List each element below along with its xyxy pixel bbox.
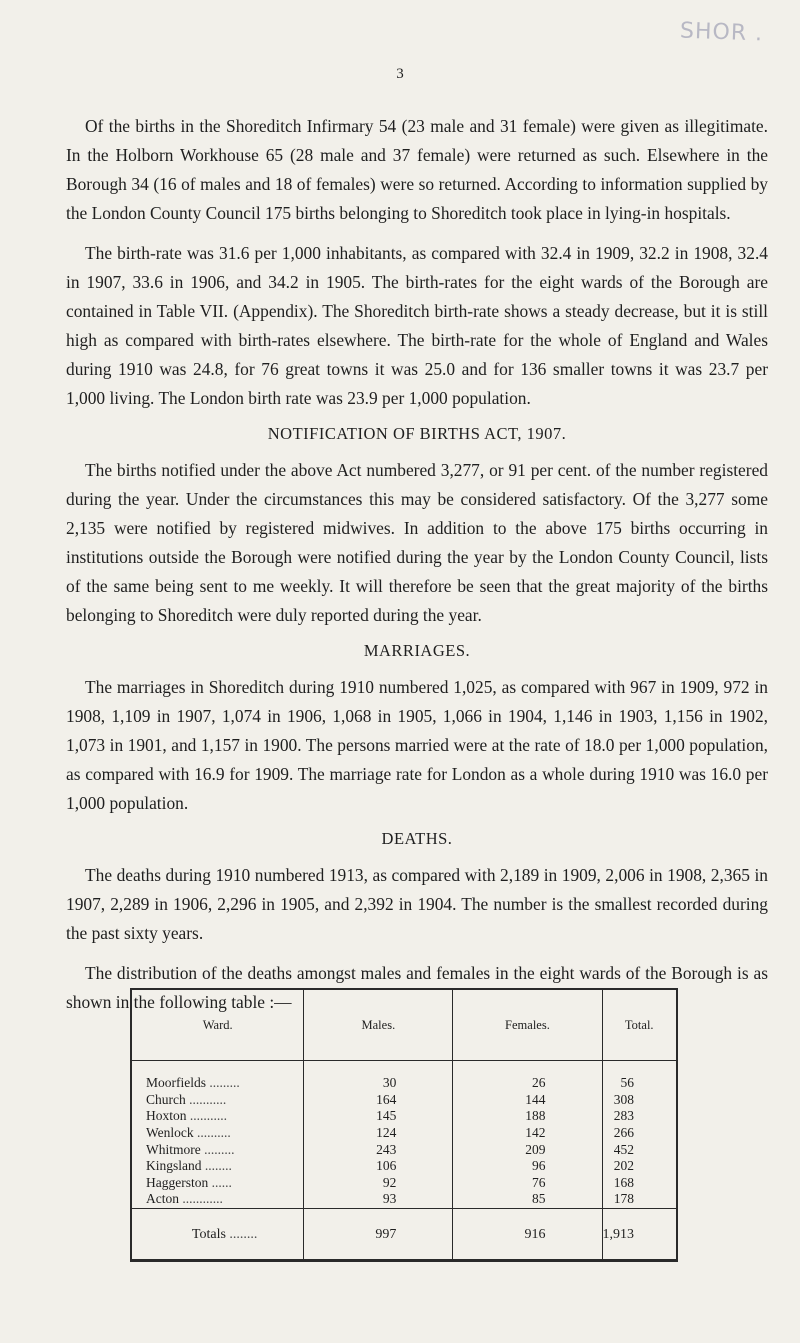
table-row [131,1125,677,1142]
totals-total: 1,913 [602,1226,634,1242]
ward-name: Hoxton ........... [131,1108,304,1125]
table-row [131,1141,677,1158]
paragraph-illegitimate-births: Of the births in the Shoreditch Infirmary 54 (23 male and 31 female) were given as illegitimate. In the Holborn Workhouse 65 (28 male and 37 female) were returned as such. Elsewhere in the Borough 34 (16 of males and 18 of females) were so returned. According to information supplied by the London County Council 175 births belonging to Shoreditch took place in lying-in hospitals. [66,116,768,223]
ward-name: Acton ............ [131,1191,304,1208]
header-total: Total. [602,989,677,1061]
ward-total: 56 [620,1075,634,1091]
table-row [131,1092,677,1109]
header-females: Females. [453,989,602,1061]
paragraph-distribution: The distribution of the deaths amongst males and females in the eight wards of the Borough is as shown in the following table :— [66,963,768,1012]
ward-name: Haggerston ...... [131,1175,304,1192]
heading-deaths: DEATHS. [381,829,453,848]
ward-females: 26 [453,1075,602,1092]
ward-name: Whitmore ......... [131,1141,304,1158]
ward-name: Wenlock .......... [131,1125,304,1142]
table-header-row [131,989,677,1061]
paragraph-birth-rate: The birth-rate was 31.6 per 1,000 inhabitants, as compared with 32.4 in 1909, 32.2 in 1908, 32.4 in 1907, 33.6 in 1906, and 34.2 in 1905. The birth-rates for the eight wards of the Borough are contained in Table VII. (Appendix). The Shoreditch birth-rate shows a steady decrease, but it is still high as compared with birth-rates elsewhere. The birth-rate for the whole of England and Wales during 1910 was 24.8, for 76 great towns it was 25.0 and for 136 smaller towns it was 23.7 per 1,000 living. The London birth rate was 23.9 per 1,000 population. [66,243,768,408]
paragraph-notification: The births notified under the above Act numbered 3,277, or 91 per cent. of the number registered during the year. Under the circumstances this may be considered satisfactory. Of the 3,277 some 2,135 were notified by registered midwives. In addition to the above 175 births occurring in institutions outside the Borough were notified during the year by the London County Council, lists of the same being sent to me weekly. It will therefore be seen that the great majority of the births belonging to Shoreditch were duly reported during the year. [66,460,768,625]
ward-females: 188 [453,1108,602,1125]
ward-total: 168 [613,1174,634,1190]
ward-males: 124 [304,1125,453,1142]
totals-males: 997 [304,1223,453,1247]
ward-males: 145 [304,1108,453,1125]
ward-females: 209 [453,1141,602,1158]
ward-total: 178 [613,1191,634,1207]
table-row [131,1191,677,1208]
table-row [131,1108,677,1125]
table-row [131,1158,677,1175]
table-row [131,1075,677,1092]
totals-females: 916 [453,1223,602,1247]
ward-males: 164 [304,1092,453,1109]
ward-females: 85 [453,1191,602,1208]
ward-total: 308 [613,1091,634,1107]
header-males: Males. [304,989,453,1061]
document-body [66,112,768,1028]
heading-notification-of-births: NOTIFICATION OF BIRTHS ACT, 1907. [267,424,567,443]
paragraph-marriages: The marriages in Shoreditch during 1910 numbered 1,025, as compared with 967 in 1909, 972 in 1908, 1,109 in 1907, 1,074 in 1906, 1,068 in 1905, 1,066 in 1904, 1,146 in 1903, 1,156 in 1902, 1,073 in 1901, and 1,157 in 1900. The persons married were at the rate of 18.0 per 1,000 population, as compared with 16.9 for 1909. The marriage rate for London as a whole during 1910 was 16.0 per 1,000 population. [66,677,768,813]
totals-label: Totals ........ [131,1223,304,1247]
ward-name: Kingsland ........ [131,1158,304,1175]
ward-females: 144 [453,1092,602,1109]
ward-total: 283 [613,1108,634,1124]
ward-name: Church ........... [131,1092,304,1109]
page-number: 3 [396,66,404,82]
heading-marriages: MARRIAGES. [363,641,471,660]
totals-row [131,1223,677,1247]
ward-males: 30 [304,1075,453,1092]
ward-total: 202 [613,1158,634,1174]
ward-males: 92 [304,1175,453,1192]
ward-females: 96 [453,1158,602,1175]
ward-name: Moorfields ......... [131,1075,304,1092]
ward-males: 93 [304,1191,453,1208]
totals-section [131,1208,677,1260]
ward-females: 76 [453,1175,602,1192]
header-ward: Ward. [131,989,304,1061]
ward-total: 452 [613,1141,634,1157]
paragraph-deaths: The deaths during 1910 numbered 1913, as compared with 2,189 in 1909, 2,006 in 1908, 2,365 in 1907, 2,289 in 1906, 2,296 in 1905, and 2,392 in 1904. The number is the smallest recorded during the past sixty years. [66,865,768,943]
ward-females: 142 [453,1125,602,1142]
ward-males: 106 [304,1158,453,1175]
ward-total: 266 [613,1125,634,1141]
table-row [131,1175,677,1192]
ward-males: 243 [304,1141,453,1158]
ward-rows [131,1061,677,1209]
deaths-by-ward-table [130,988,678,1262]
handwritten-annotation: SHOR . [679,18,764,47]
